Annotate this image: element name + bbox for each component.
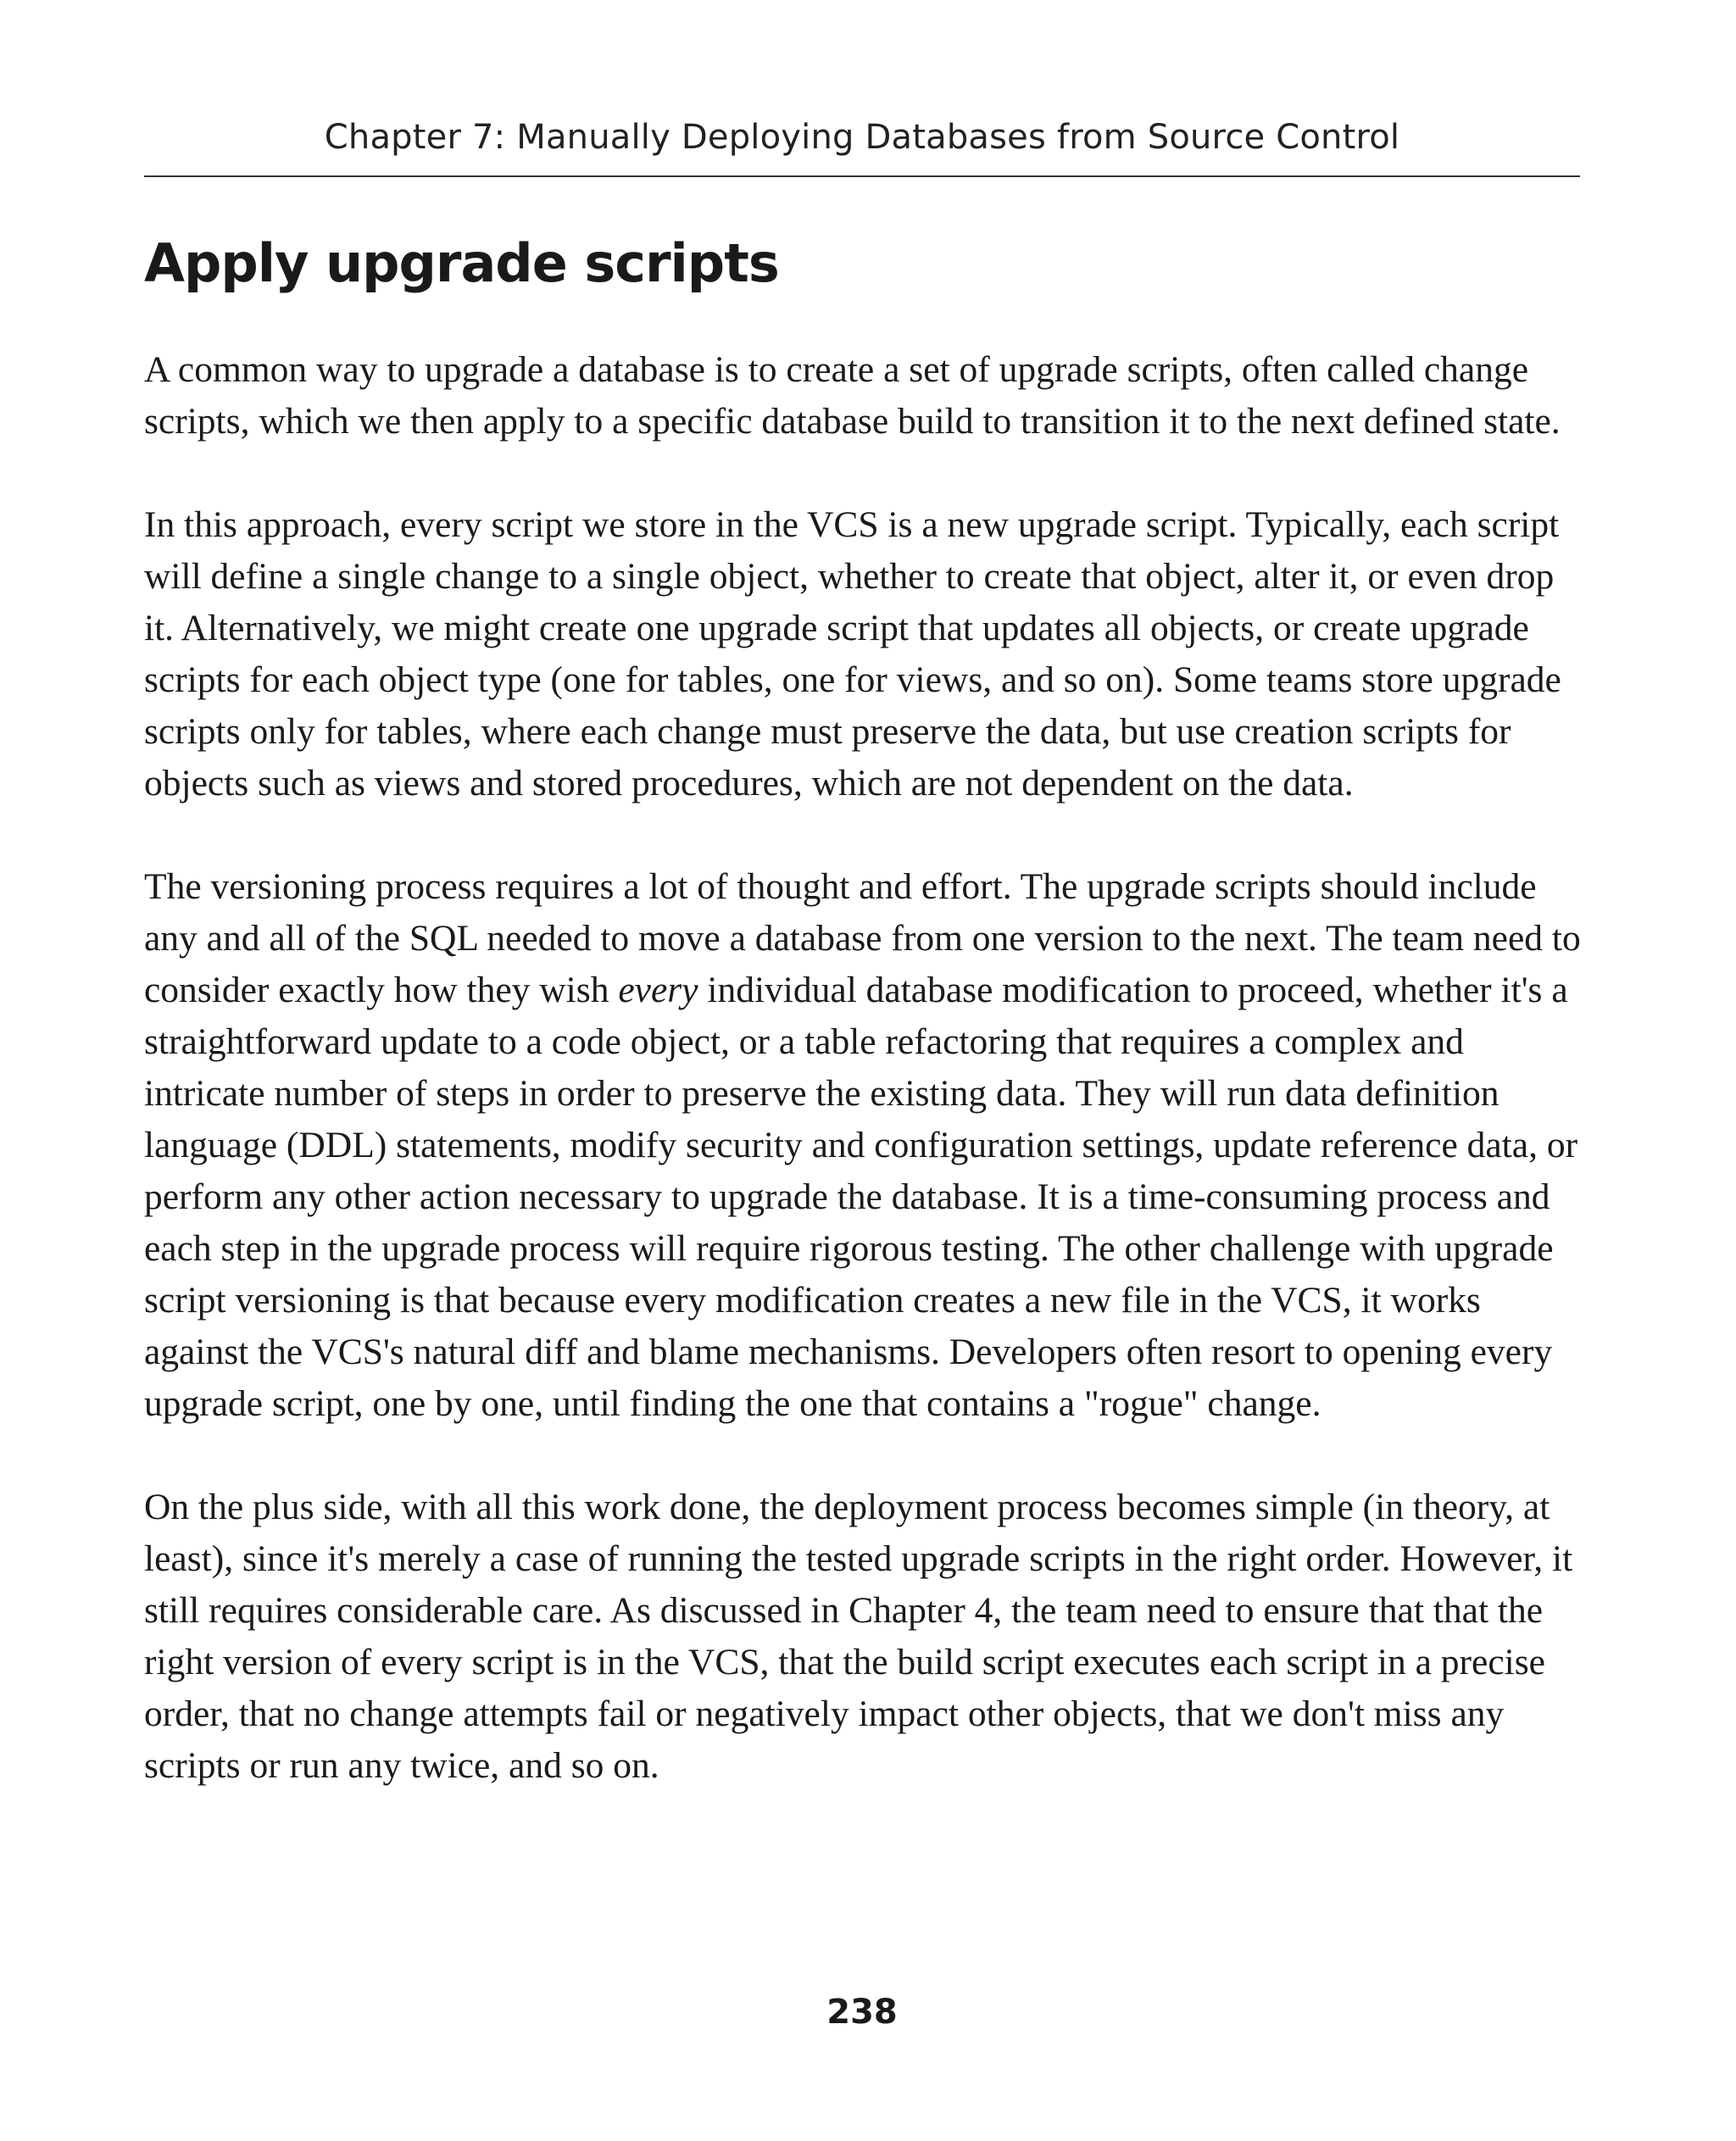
emphasis-every: every <box>618 970 698 1010</box>
paragraph-plus-side: On the plus side, with all this work done, the deployment process becomes simple (in theory, at least), since it's merely a case of running the tested upgrade scripts in the right order. However, it still requires considerable care. As discussed in Chapter 4, the team need to ensure that that the right version of every script is in the VCS, that the build script executes each script in a precise order, that no change attempts fail or negatively impact other objects, that we don't miss any scripts or run any twice, and so on. <box>144 1487 1573 1786</box>
header-divider <box>144 175 1580 177</box>
section-title: Apply upgrade scripts <box>144 232 779 294</box>
paragraph-versioning <box>144 861 1585 1430</box>
paragraph-versioning-after: individual database modification to proceed, whether it's a straightforward update to a code object, or a table refactoring that requires a complex and intricate number of steps in order to preserve the existing data. They will run data definition language (DDL) statements, modify security and configuration settings, update reference data, or perform any other action necessary to upgrade the database. It is a time-consuming process and each step in the upgrade process will require rigorous testing. The other challenge with upgrade script versioning is that because every modification creates a new file in the VCS, it works against the VCS's natural diff and blame mechanisms. Developers often resort to opening every upgrade script, one by one, until finding the one that contains a "rogue" change. <box>144 970 1578 1424</box>
body-text <box>144 344 1585 1792</box>
page-number: 238 <box>826 1993 898 2032</box>
paragraph-intro: A common way to upgrade a database is to create a set of upgrade scripts, often called change scripts, which we then apply to a specific database build to transition it to the next defined state. <box>144 349 1561 442</box>
running-header: Chapter 7: Manually Deploying Databases from Source Control <box>324 118 1400 157</box>
paragraph-approach: In this approach, every script we store in the VCS is a new upgrade script. Typically, each script will define a single change to a single object, whether to create that object, alter it, or even drop it. Alternatively, we might create one upgrade script that updates all objects, or create upgrade scripts for each object type (one for tables, one for views, and so on). Some teams store upgrade scripts only for tables, where each change must preserve the data, but use creation scripts for objects such as views and stored procedures, which are not dependent on the data. <box>144 504 1561 804</box>
paragraph-versioning-before: The versioning process requires a lot of thought and effort. The upgrade scripts should include any and all of the SQL needed to move a database from one version to the next. The team need to consider exactly how they wish <box>144 866 1581 1010</box>
